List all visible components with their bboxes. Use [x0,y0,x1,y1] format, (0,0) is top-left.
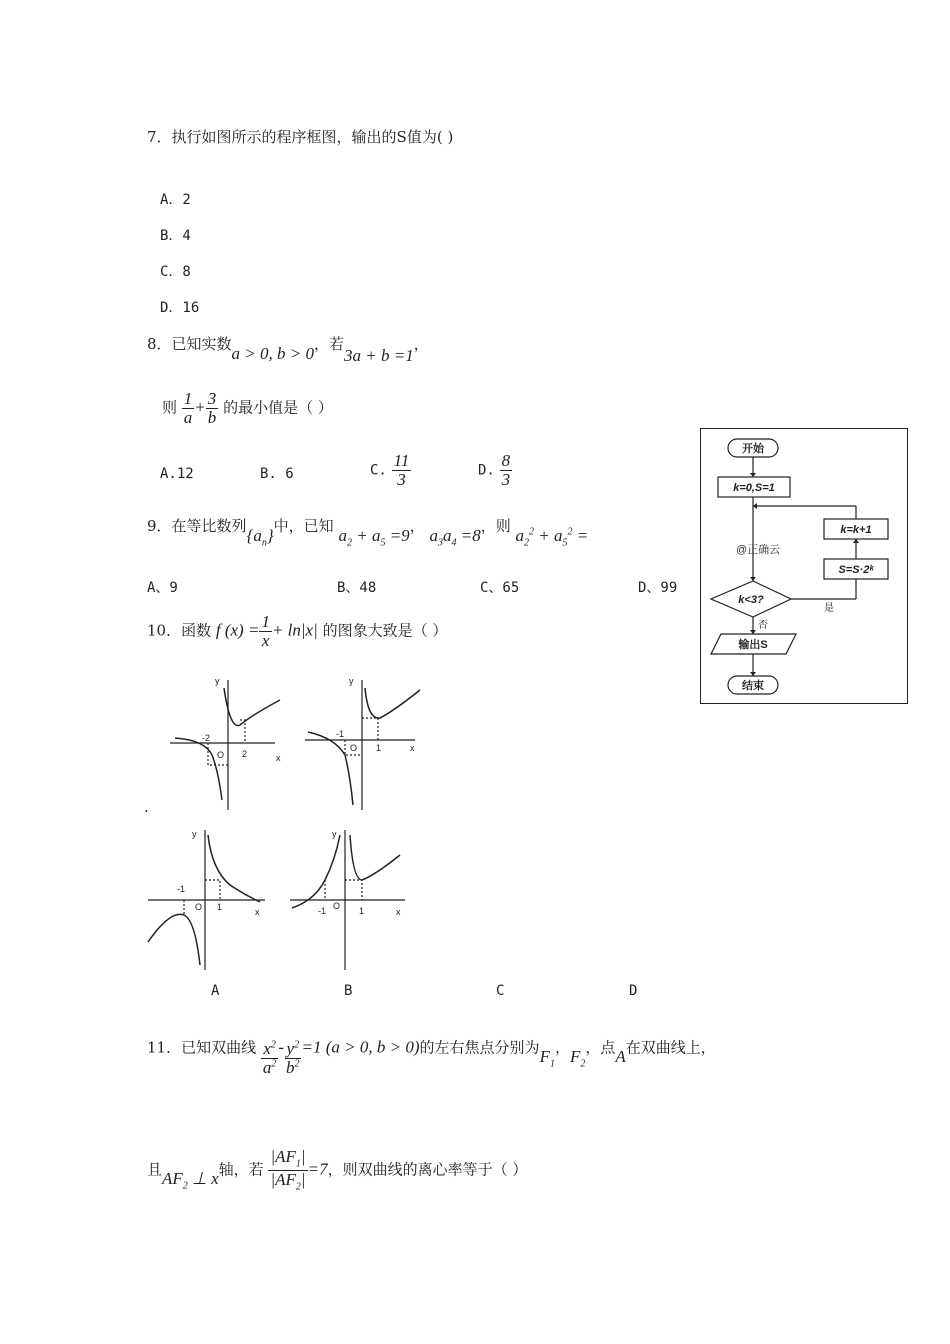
graph-label-b: B [344,983,353,999]
graph-d [290,830,405,970]
svg-text:-1: -1 [336,729,345,739]
q10-graphs [140,670,580,980]
q8-line2: 则 $\frac{1}{a}$ + $\frac{3}{b}$ 的最小值是（ ） [162,389,333,427]
svg-text:x: x [276,753,281,763]
flow-update-s: S=S·2ᵏ [838,564,874,576]
graph-b [305,680,420,810]
flow-condition: k<3? [738,594,764,606]
svg-text:y: y [215,676,220,686]
q8-option-d: D. $\frac{8}{3}$ [478,451,511,489]
flow-output: 输出S [738,639,768,651]
flow-start: 开始 [742,443,764,455]
q9-line: 9．在等比数列$\{a_n\}$中，已知 $a_2 + a_5 =9$， $a_3a_4 =8$，则 $a_2^2 + a_5^2$ = [147,517,589,549]
graph-label-c: C [496,983,505,999]
q7-option-c: C．8 [160,264,191,280]
flow-update-k: k=k+1 [840,524,872,536]
q11-line1: 11．已知双曲线 $\frac{x^2}{a^2}$ - $\frac{y^2}{b^2}$ =1 (a > 0, b > 0)的左右焦点分别为$F_1$，$F_2$，点A在双曲线上， [147,1037,716,1077]
svg-text:O: O [217,750,225,760]
flow-init: k=0,S=1 [733,482,775,494]
svg-text:O: O [195,902,203,912]
q7-option-b: B．4 [160,228,191,244]
svg-text:y: y [349,676,354,686]
q7-option-a: A．2 [160,192,191,208]
flow-no-label: 否 [758,620,768,631]
svg-text:-1: -1 [318,906,327,916]
q10-dot: . [144,798,149,816]
svg-text:-2: -2 [202,733,211,743]
graph-c [148,830,265,970]
flowchart-frame [700,428,908,704]
q8-line1: 8．已知实数a > 0, b > 0，若3a + b =1， [147,335,429,365]
q7-text: 7．执行如图所示的程序框图，输出的S值为( ) [147,128,454,146]
q8-option-a: A.12 [160,466,194,482]
q8-option-c: C. $\frac{11}{3}$ [370,451,410,489]
q8-option-b: B. 6 [260,466,294,482]
q11-line2: 且$AF_2$ ⊥ x轴，若 $\frac{|AF_1|}{|AF_2|}$ =7，则双曲线的离心率等于（ ） [147,1147,528,1193]
graph-a [170,680,280,810]
svg-text:1: 1 [376,743,382,753]
svg-text:1: 1 [359,906,365,916]
q9-option-a: A、9 [147,580,178,596]
svg-text:-1: -1 [177,884,186,894]
svg-text:1: 1 [217,902,223,912]
svg-text:x: x [396,907,401,917]
graph-label-a: A [211,983,220,999]
svg-text:x: x [410,743,415,753]
q9-option-d: D、99 [638,580,678,596]
q7-option-d: D．16 [160,300,200,316]
watermark: @正确云 [736,544,781,556]
flow-end: 结束 [742,680,764,692]
q9-option-c: C、65 [480,580,520,596]
graph-label-d: D [629,983,638,999]
q10-line: 10．函数 f (x) = $\frac{1}{x}$ + ln|x| 的图象大致是（ ） [147,612,448,650]
svg-text:y: y [192,829,197,839]
svg-text:2: 2 [242,749,248,759]
svg-text:O: O [333,901,341,911]
flowchart [701,429,907,703]
svg-text:y: y [332,829,337,839]
flow-yes-label: 是 [824,603,834,614]
svg-text:x: x [255,907,260,917]
svg-text:O: O [350,743,358,753]
q9-option-b: B、48 [337,580,377,596]
